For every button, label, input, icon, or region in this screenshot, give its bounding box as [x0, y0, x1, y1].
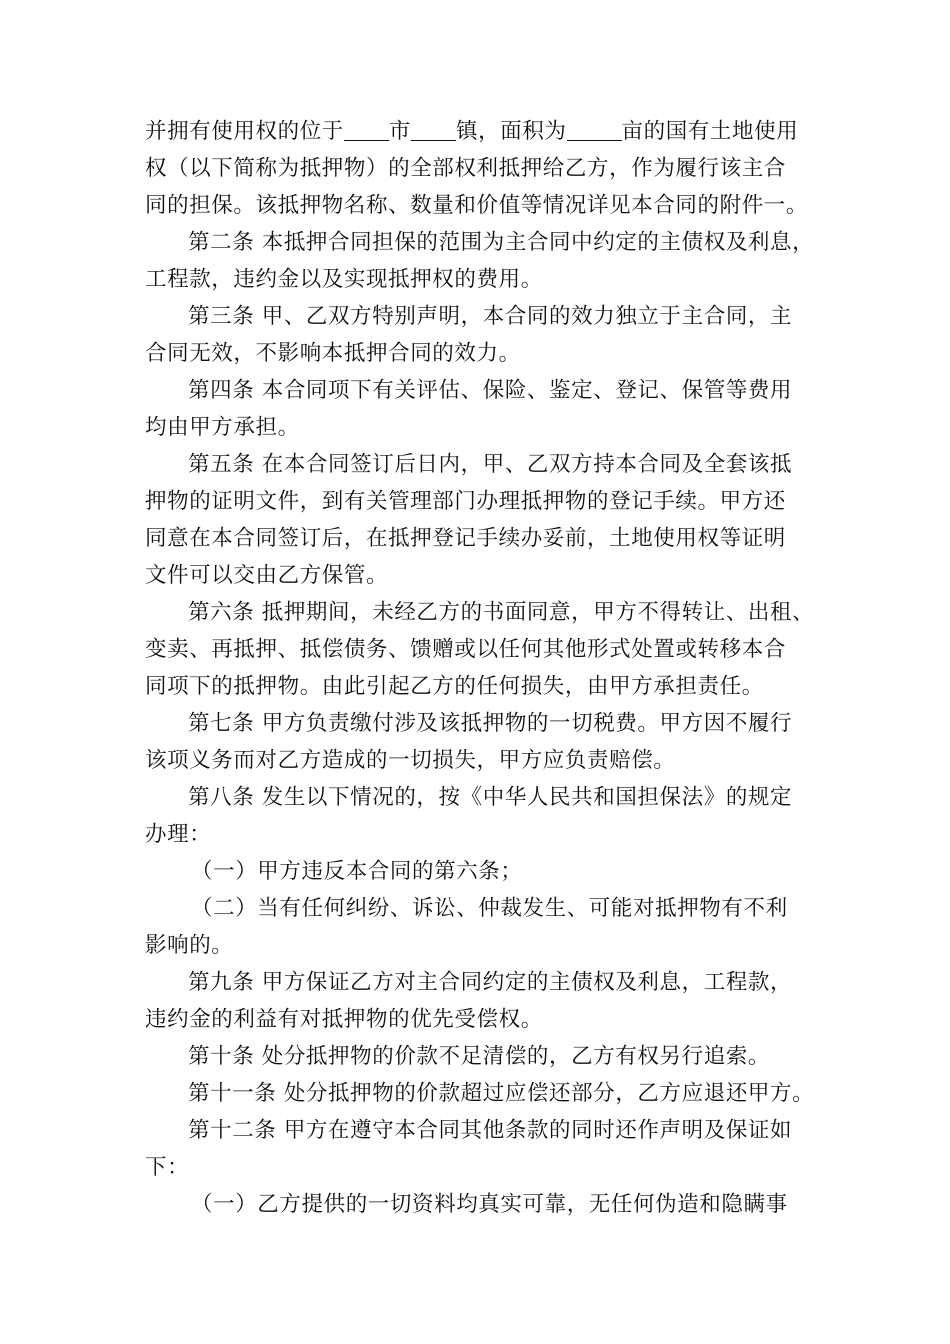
- text-line: 同意在本合同签订后，在抵押登记手续办妥前，土地使用权等证明: [145, 526, 786, 551]
- text-fragment: 镇，面积为: [456, 119, 567, 144]
- contract-body: [145, 113, 813, 1223]
- text-line: 同的担保。该抵押物名称、数量和价值等情况详见本合同的附件一。: [145, 193, 809, 218]
- text-line: （二）当有任何纠纷、诉讼、仲裁发生、可能对抵押物有不利: [191, 896, 788, 921]
- text-line: 第七条 甲方负责缴付涉及该抵押物的一切税费。甲方因不履行: [188, 711, 793, 736]
- blank-city: [344, 118, 389, 141]
- text-line: 第十一条 处分抵押物的价款超过应偿还部分，乙方应退还甲方。: [188, 1081, 815, 1106]
- text-line: 工程款，违约金以及实现抵押权的费用。: [145, 267, 543, 292]
- text-line: 第十条 处分抵押物的价款不足清偿的，乙方有权另行追索。: [188, 1044, 771, 1069]
- text-fragment: 亩的国有土地使用: [621, 119, 799, 144]
- text-line: 下：: [145, 1155, 190, 1180]
- text-line: 第八条 发生以下情况的，按《中华人民共和国担保法》的规定: [188, 785, 793, 810]
- text-fragment: 并拥有使用权的位于: [145, 119, 344, 144]
- text-line: 第四条 本合同项下有关评估、保险、鉴定、登记、保管等费用: [188, 378, 793, 403]
- text-line-blanks: [145, 113, 813, 150]
- text-line: 变卖、再抵押、抵偿债务、馈赠或以任何其他形式处置或转移本合: [145, 637, 786, 662]
- text-line: 第十二条 甲方在遵守本合同其他条款的同时还作声明及保证如: [188, 1118, 793, 1143]
- text-line: 权（以下简称为抵押物）的全部权利抵押给乙方，作为履行该主合: [145, 156, 786, 181]
- text-line: 第九条 甲方保证乙方对主合同约定的主债权及利息，工程款，: [188, 970, 793, 995]
- text-line: 第二条 本抵押合同担保的范围为主合同中约定的主债权及利息，: [188, 230, 815, 255]
- text-line: 违约金的利益有对抵押物的优先受偿权。: [145, 1007, 543, 1032]
- text-line: 影响的。: [145, 933, 234, 958]
- text-line: 该项义务而对乙方造成的一切损失，甲方应负责赔偿。: [145, 748, 676, 773]
- text-line: 第六条 抵押期间，未经乙方的书面同意，甲方不得转让、出租、: [188, 600, 815, 625]
- text-line: （一）甲方违反本合同的第六条；: [191, 859, 523, 884]
- text-line: 办理：: [145, 822, 212, 847]
- paragraph-lines: [145, 150, 813, 1223]
- text-line: 文件可以交由乙方保管。: [145, 563, 389, 588]
- blank-town: [411, 118, 456, 141]
- text-line: 合同无效，不影响本抵押合同的效力。: [145, 341, 521, 366]
- text-fragment: 市: [388, 119, 412, 144]
- text-line: 押物的证明文件，到有关管理部门办理抵押物的登记手续。甲方还: [145, 489, 786, 514]
- text-line: 同项下的抵押物。由此引起乙方的任何损失，由甲方承担责任。: [145, 674, 764, 699]
- text-line: （一）乙方提供的一切资料均真实可靠，无任何伪造和隐瞒事: [191, 1192, 788, 1217]
- text-line: 均由甲方承担。: [145, 415, 300, 440]
- blank-area: [567, 118, 622, 141]
- text-line: 第三条 甲、乙双方特别声明，本合同的效力独立于主合同，主: [188, 304, 793, 329]
- text-line: 第五条 在本合同签订后日内，甲、乙双方持本合同及全套该抵: [188, 452, 793, 477]
